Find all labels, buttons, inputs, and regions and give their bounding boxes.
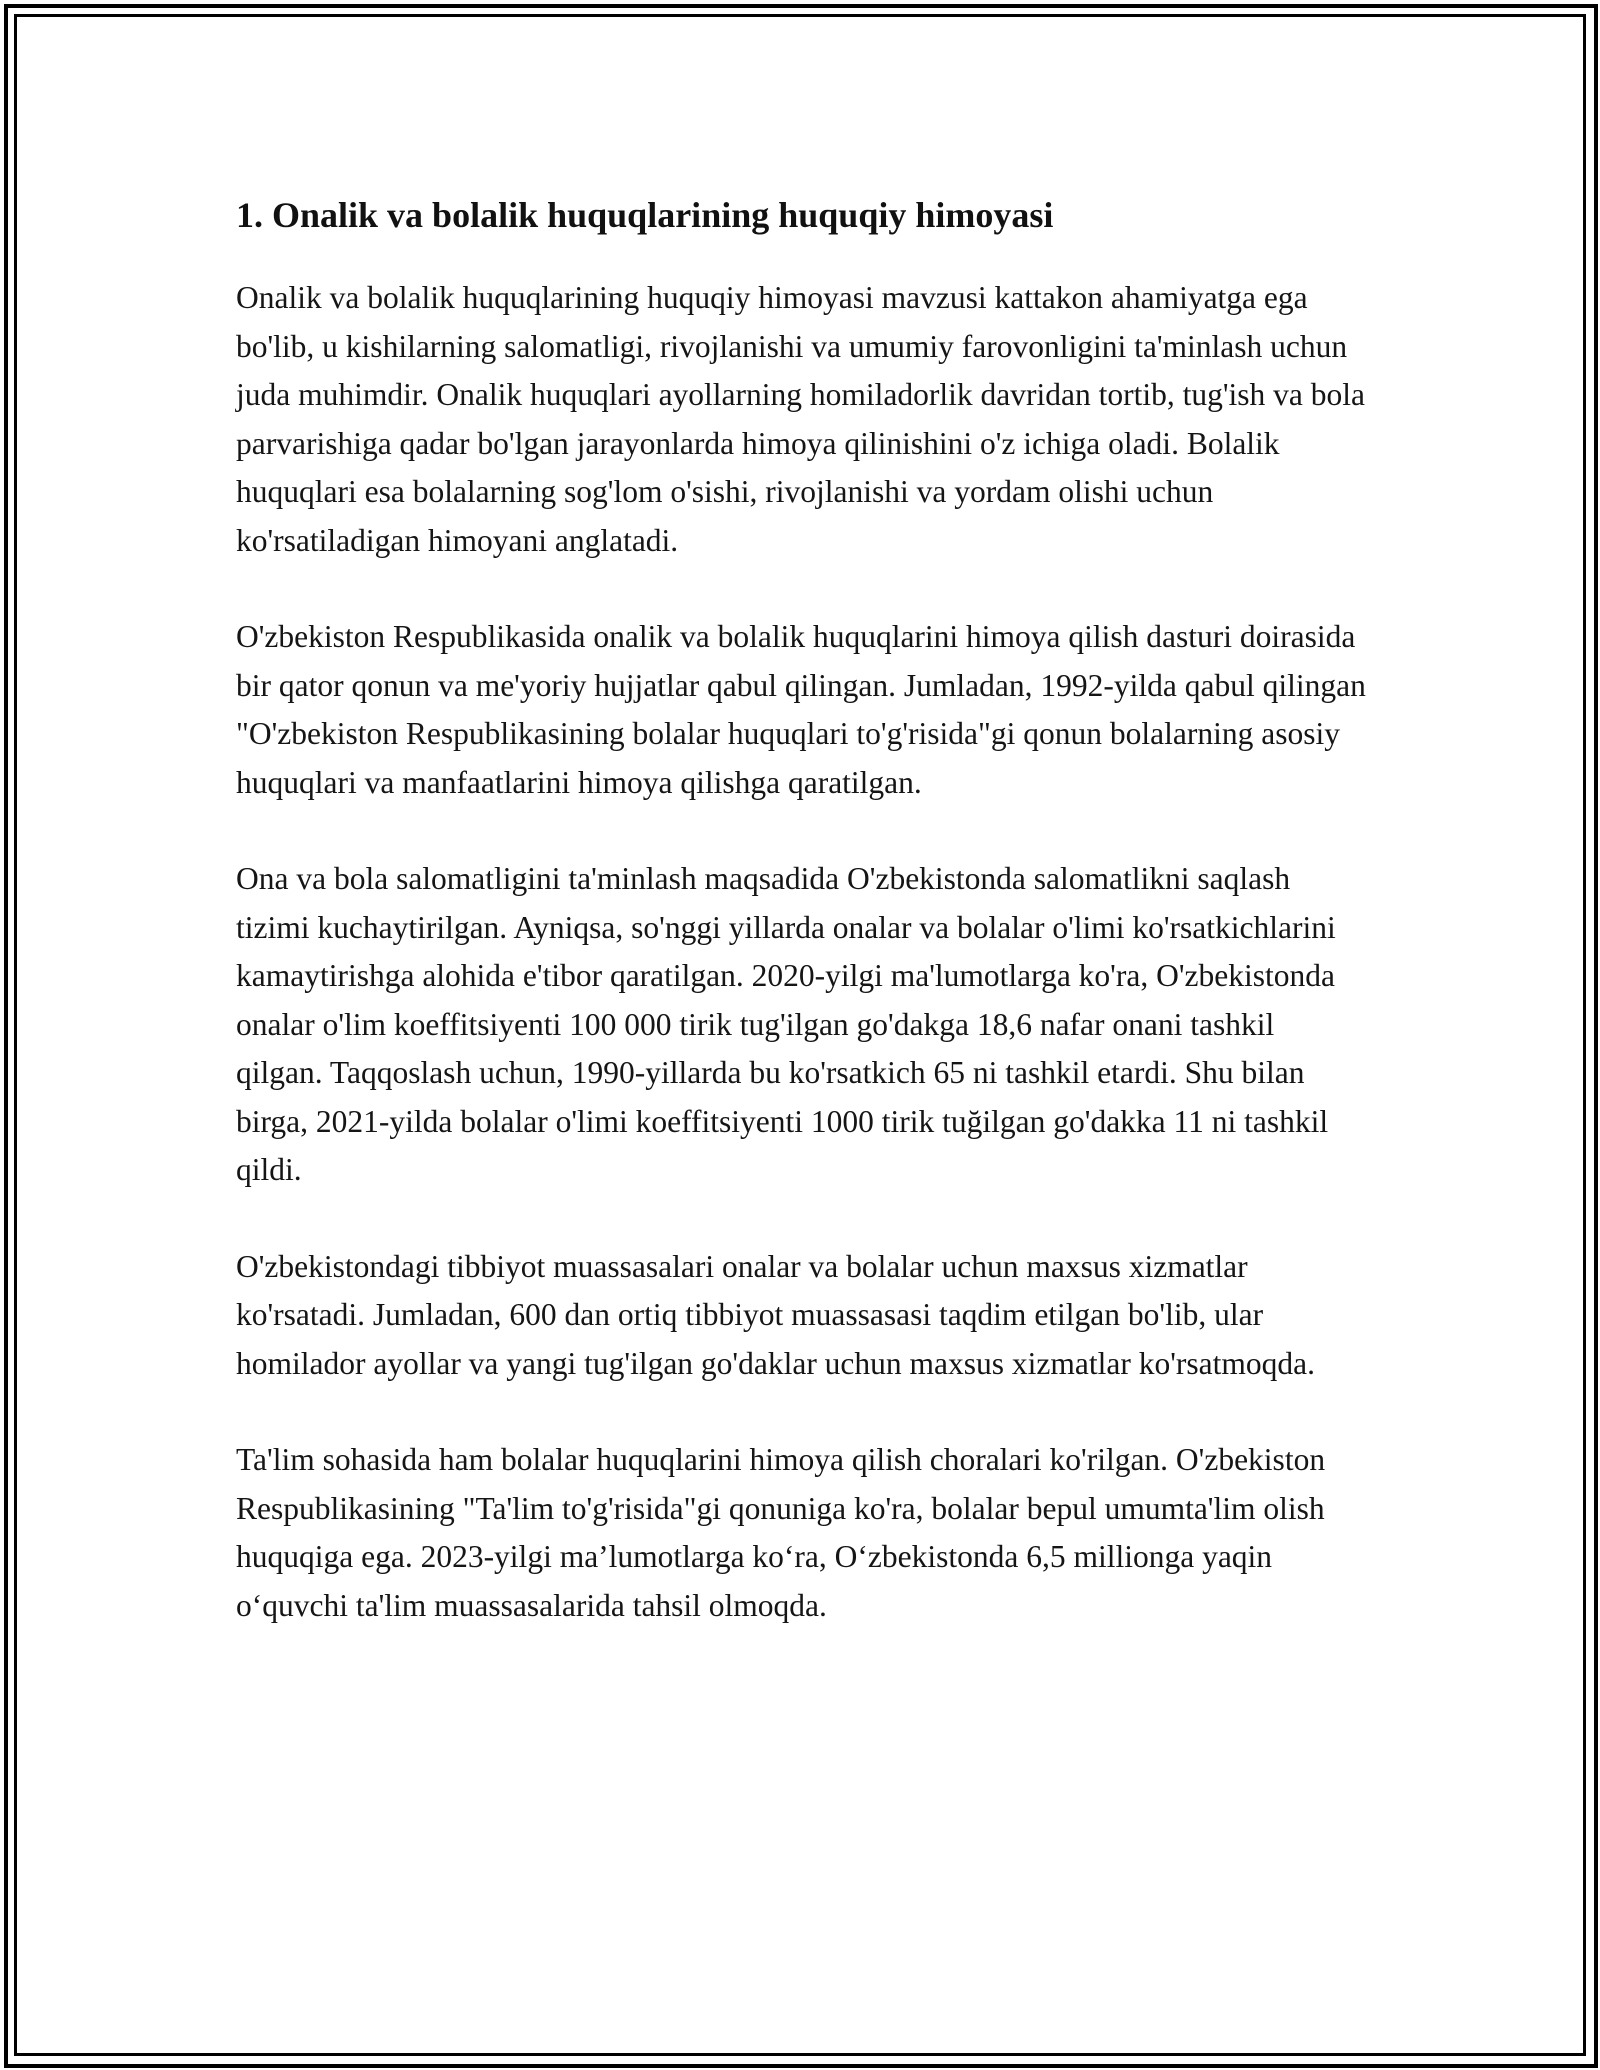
paragraph-legislation: O'zbekiston Respublikasida onalik va bolalik huquqlarini himoya qilish dasturi doirasida bir qator qonun va me'yoriy hujjatlar qabul qilingan. Jumladan, 1992-yilda qabul qilingan "O'zbekiston Respublikasining bolalar huquqlari to'g'risida"gi qonun bolalarning asosiy huquqlari va manfaatlarini himoya qilishga qaratilgan. (236, 619, 1366, 800)
paragraph-medical-institutions: O'zbekistondagi tibbiyot muassasalari onalar va bolalar uchun maxsus xizmatlar ko'rsatadi. Jumladan, 600 dan ortiq tibbiyot muassasasi taqdim etilgan bo'lib, ular homilador ayollar va yangi tug'ilgan go'daklar uchun maxsus xizmatlar ko'rsatmoqda. (236, 1248, 1315, 1381)
section-heading: 1. Onalik va bolalik huquqlarining huquqiy himoyasi (236, 195, 1054, 235)
paragraph-education: Ta'lim sohasida ham bolalar huquqlarini himoya qilish choralari ko'rilgan. O'zbekiston Respublikasining "Ta'lim to'g'risida"gi qonuniga ko'ra, bolalar bepul umumta'lim olish huquqiga ega. 2023-yilgi ma’lumotlarga ko‘ra, O‘zbekistonda 6,5 millionga yaqin o‘quvchi ta'lim muassasalarida tahsil olmoqda. (236, 1442, 1326, 1623)
paragraph-intro: Onalik va bolalik huquqlarining huquqiy himoyasi mavzusi kattakon ahamiyatga ega bo'lib, u kishilarning salomatligi, rivojlanishi va umumiy farovonligini ta'minlash uchun juda muhimdir. Onalik huquqlari ayollarning homiladorlik davridan tortib, tug'ish va bola parvarishiga qadar bo'lgan jarayonlarda himoya qilinishini o'z ichiga oladi. Bolalik huquqlari esa bolalarning sog'lom o'sishi, rivojlanishi va yordam olishi uchun ko'rsatiladigan himoyani anglatadi. (236, 280, 1365, 558)
document-body (236, 186, 1366, 1678)
paragraph-health-statistics: Ona va bola salomatligini ta'minlash maqsadida O'zbekistonda salomatlikni saqlash tizimi kuchaytirilgan. Ayniqsa, so'nggi yillarda onalar va bolalar o'limi ko'rsatkichlarini kamaytirishga alohida e'tibor qaratilgan. 2020-yilgi ma'lumotlarga ko'ra, O'zbekistonda onalar o'lim koeffitsiyenti 100 000 tirik tug'ilgan go'dakga 18,6 nafar onani tashkil qilgan. Taqqoslash uchun, 1990-yillarda bu ko'rsatkich 65 ni tashkil etardi. Shu bilan birga, 2021-yilda bolalar o'limi koeffitsiyenti 1000 tirik tuğilgan go'dakka 11 ni tashkil qildi. (236, 861, 1336, 1187)
